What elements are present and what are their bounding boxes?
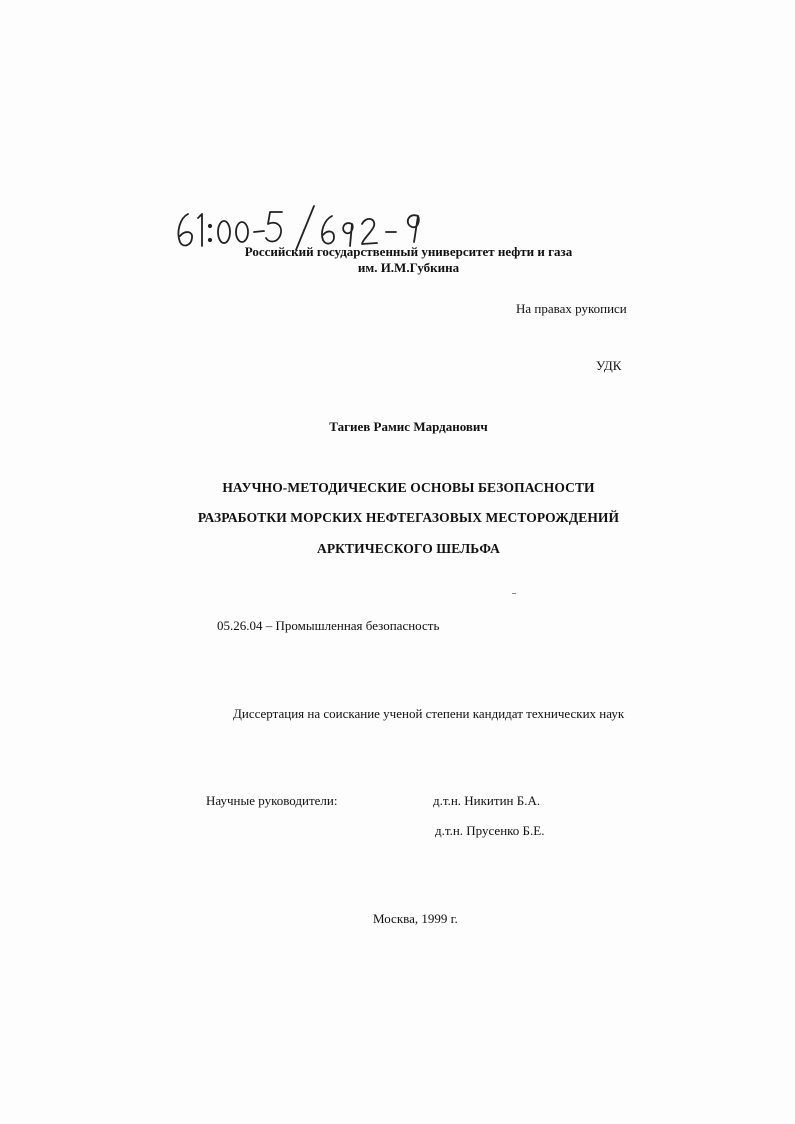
scan-speck — [512, 593, 516, 594]
supervisors-label: Научные руководители: — [206, 793, 338, 808]
author-name: Тагиев Рамис Марданович — [329, 419, 488, 434]
specialty: 05.26.04 – Промышленная безопасность — [217, 618, 440, 633]
university-name: Российский государственный университет нефти и газа — [244, 244, 573, 259]
thesis-title-line-3: АРКТИЧЕСКОГО ШЕЛЬФА — [316, 541, 501, 556]
thesis-title-line-1: НАУЧНО-МЕТОДИЧЕСКИЕ ОСНОВЫ БЕЗОПАСНОСТИ — [222, 480, 595, 495]
supervisor-name-2: д.т.н. Прусенко Б.Е. — [435, 823, 545, 838]
supervisor-name-1: д.т.н. Никитин Б.А. — [433, 793, 541, 808]
thesis-title-line-2: РАЗРАБОТКИ МОРСКИХ НЕФТЕГАЗОВЫХ МЕСТОРОЖДЕНИЙ — [197, 510, 620, 525]
place-and-year: Москва, 1999 г. — [373, 911, 458, 926]
udc-label: УДК — [596, 358, 622, 373]
university-named-after: им. И.М.Губкина — [357, 260, 460, 275]
manuscript-note: На правах рукописи — [516, 301, 627, 316]
dissertation-statement: Диссертация на соискание ученой степени кандидат технических наук — [233, 706, 625, 721]
